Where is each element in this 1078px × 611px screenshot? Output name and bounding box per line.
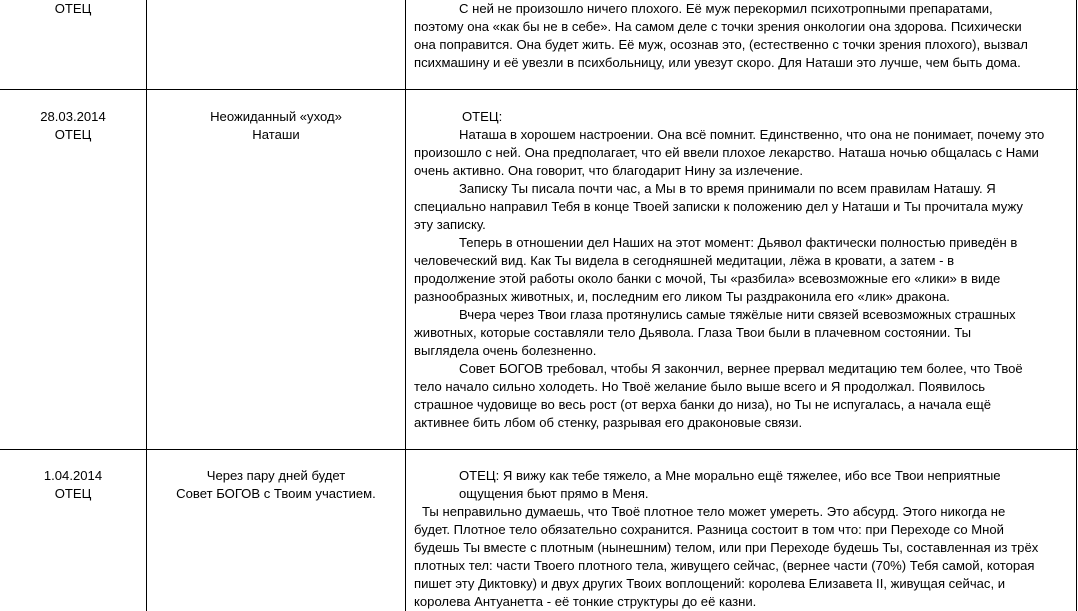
text-line: Совет БОГОВ требовал, чтобы Я закончил, вернее прервал медитацию тем более, что Твоё [459, 361, 1023, 376]
topic-line: Совет БОГОВ с Твоим участием. [176, 486, 376, 501]
text-line: продолжение этой работы около банки с мочой, Ты «разбила» всевозможные его «лики» в виде [414, 271, 1001, 286]
text-line: Наташа в хорошем настроении. Она всё помнит. Единственно, что она не понимает, почему это [459, 127, 1045, 142]
dictation-text [414, 0, 1028, 72]
text-line: разнообразных животных, и, последним его ликом Ты раздраконила его «лик» дракона. [414, 289, 950, 304]
text-line: плотных тел: части Твоего плотного тела, живущего сейчас, (вернее части (70%) Тебя самой, которая [414, 558, 1035, 573]
text-line: животных, которые составляли тело Дьявола. Глаза Твои были в плачевном состоянии. Ты [414, 325, 972, 340]
row-divider [0, 449, 1078, 450]
speaker-label: ОТЕЦ [54, 1, 92, 16]
column-divider [1076, 0, 1077, 611]
text-line: ощущения бьют прямо в Меня. [459, 486, 649, 501]
text-line: будешь Ты вместе с плотным (нынешним) телом, или при Переходе будешь Ты, составленная из трёх [414, 540, 1039, 555]
text-line: пишет эту Диктовку) и двух других Твоих воплощений: королева Елизавета II, живущая сейчас, и [414, 576, 1006, 591]
text-line: Ты неправильно думаешь, что Твоё плотное тело может умереть. Это абсурд. Этого никогда не [422, 504, 1006, 519]
text-line: психмашину и её увезли в психбольницу, или увезут скоро. Для Наташи это лучше, чем быть дома. [414, 55, 1021, 70]
table-row [0, 467, 146, 503]
text-line: королева Антуанетта - её тонкие структуры до её казни. [414, 594, 757, 609]
speaker-label: ОТЕЦ [54, 486, 92, 501]
table-row [0, 108, 146, 144]
topic-line: Через пару дней будет [206, 468, 346, 483]
column-divider [405, 0, 406, 611]
text-line: Теперь в отношении дел Наших на этот момент: Дьявол фактически полностью приведён в [459, 235, 1018, 250]
text-line: активнее бить лбом об стенку, разрывая его драконовые связи. [414, 415, 803, 430]
text-line: тело начало сильно холодеть. Но Твоё желание было выше всего и Я продолжал. Появилось [414, 379, 986, 394]
topic-cell [147, 108, 405, 144]
text-line: человеческий вид. Как Ты видела в сегодняшней медитации, лёжа в кровати, а затем - в [414, 253, 955, 268]
dictation-text [414, 108, 1044, 432]
table-row [0, 0, 146, 18]
text-line: произошло с ней. Она предполагает, что ей ввели плохое лекарство. Наташа ночью общалась с Нами [414, 145, 1039, 160]
text-line: выглядела очень болезненно. [414, 343, 597, 358]
text-line: С ней не произошло ничего плохого. Её муж перекормил психотропными препаратами, [459, 1, 993, 16]
row-divider [0, 89, 1078, 90]
text-line: Записку Ты писала почти час, а Мы в то время принимали по всем правилам Наташу. Я [459, 181, 996, 196]
text-line: страшное чудовище во весь рост (от верха банки до низа), но Ты не испугалась, а начала ещё [414, 397, 991, 412]
text-line: она поправится. Она будет жить. Её муж, осознав это, (естественно с точки зрения плохого), вызвал [414, 37, 1028, 52]
text-line: ОТЕЦ: Я вижу как тебе тяжело, а Мне морально ещё тяжелее, ибо все Твои неприятные [459, 468, 1001, 483]
column-divider [146, 0, 147, 611]
text-line: будет. Плотное тело обязательно сохранится. Разница состоит в том что: при Переходе со Мной [414, 522, 1004, 537]
dictation-text [414, 467, 1038, 611]
text-line: поэтому она «как бы не в себе». На самом деле с точки зрения онкологии она здорова. Психически [414, 19, 1022, 34]
topic-cell [147, 467, 405, 503]
text-line: эту записку. [414, 217, 486, 232]
date-label: 28.03.2014 [40, 109, 106, 124]
topic-line: Наташи [252, 127, 300, 142]
topic-line: Неожиданный «уход» [210, 109, 342, 124]
text-line: Вчера через Твои глаза протянулись самые тяжёлые нити связей всевозможных страшных [459, 307, 1016, 322]
text-line: специально направил Тебя в конце Твоей записки к положению дел у Наташи и Ты прочитала мужу [414, 199, 1023, 214]
date-label: 1.04.2014 [43, 468, 103, 483]
text-line: очень активно. Она говорит, что благодарит Нину за излечение. [414, 163, 804, 178]
text-line: ОТЕЦ: [462, 109, 503, 124]
speaker-label: ОТЕЦ [54, 127, 92, 142]
